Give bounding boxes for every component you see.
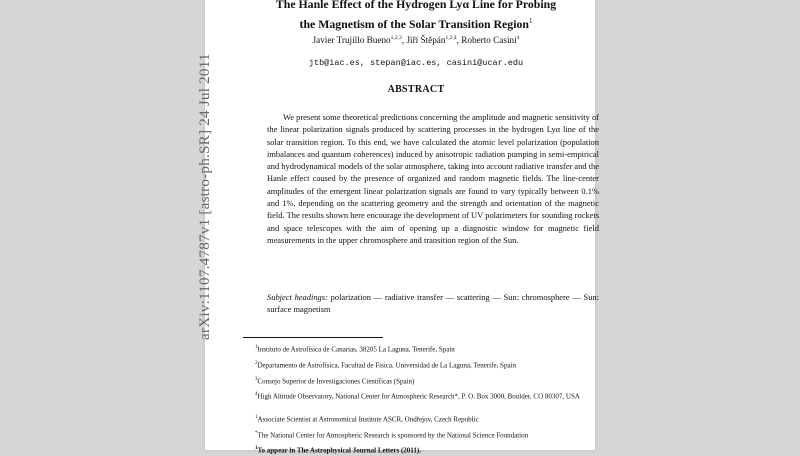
- footnote: [243, 413, 595, 425]
- footnote-text: Consejo Superior de Investigaciones Científicas (Spain): [257, 377, 415, 386]
- author-name: Jiří Štěpán: [406, 35, 446, 46]
- footnote-text: Associate Scientist at Astronomical Institute ASCR, Ondřejov, Czech Republic: [257, 415, 479, 424]
- author-name: Roberto Casini: [461, 35, 517, 46]
- footnote-text: Departamento de Astrofísica, Facultad de Física, Universidad de La Laguna, Tenerife, Spain: [257, 361, 516, 370]
- abstract-heading: ABSTRACT: [387, 84, 445, 95]
- subject-label: Subject headings:: [267, 292, 328, 302]
- title-line-1: The Hanle Effect of the Hydrogen Lyα Line for Probing: [275, 0, 557, 11]
- subject-text: polarization — radiative transfer — scattering — Sun: chromosphere — Sun: surface magnetism: [267, 292, 599, 315]
- footnote: [243, 359, 595, 371]
- footnote-mark: 3: [255, 377, 258, 382]
- abstract-text: We present some theoretical predictions concerning the amplitude and magnetic sensitivity of the linear polarization signals produced by scattering processes in the hydrogen Lyα line of the solar transition region. To this end, we have calculated the atomic level polarization (population imbalances and quantum coherences) induced by anisotropic radiation pumping in semi-empirical and hydrodynamical models of the solar atmosphere, taking into account radiative transfer and the Hanle effect caused by the presence of organized and random magnetic fields. The line-center amplitudes of the emergent linear polarization signals are found to vary typically between 0.1% and 1%, depending on the scattering geometry and the strength and orientation of the magnetic field. The results shown here encourage the development of UV polarimeters for sounding rockets and space telescopes with the aim of opening up a diagnostic window for magnetic field measurements in the upper chromosphere and transition region of the Sun.: [267, 112, 599, 245]
- author-emails: jtb@iac.es, stepan@iac.es, casini@ucar.edu: [308, 58, 524, 68]
- footnote-mark: 1: [255, 345, 258, 350]
- footnote-text: High Altitude Observatory, National Center for Atmospheric Research*, P. O. Box 3000, Boulder, CO 80307, USA: [257, 392, 580, 401]
- footnote: [243, 429, 595, 441]
- title-footnote-mark: 1: [528, 17, 533, 25]
- footnote-mark: 1: [255, 415, 258, 420]
- author-affiliation: 1,2,4: [445, 35, 457, 41]
- author-name: Javier Trujillo Bueno: [312, 35, 391, 46]
- footnote-mark: 2: [255, 361, 258, 366]
- author-list: Javier Trujillo Bueno$^{1,2,3}$, Jiří Štěpán$^{1,2,4}$, Roberto Casini$^4$: [312, 35, 520, 46]
- paper-title: [243, 0, 589, 33]
- footnote-divider: [243, 337, 383, 338]
- author-affiliation: 1,2,3: [390, 35, 402, 41]
- arxiv-identifier[interactable]: arXiv:1107.4787v1 [astro-ph.SR] 24 Jul 2011: [196, 53, 213, 340]
- author-affiliation: 4: [516, 35, 520, 41]
- footnote: [243, 390, 595, 402]
- title-line-2: the Magnetism of the Solar Transition Region: [299, 16, 529, 31]
- footnote-text: Instituto de Astrofísica de Canarias, 38205 La Laguna, Tenerife, Spain: [257, 345, 455, 354]
- footnote-mark: 1: [255, 446, 258, 451]
- footnote-text: To appear in The Astrophysical Journal Letters (2011).: [257, 446, 421, 455]
- subject-headings: [267, 291, 599, 316]
- footnote-mark: 4: [255, 392, 258, 397]
- footnote: [243, 343, 595, 355]
- footnote-text: The National Center for Atmospheric Research is sponsored by the National Science Foundation: [257, 431, 529, 440]
- footnote: [243, 375, 595, 387]
- footnote-mark: *: [255, 431, 258, 436]
